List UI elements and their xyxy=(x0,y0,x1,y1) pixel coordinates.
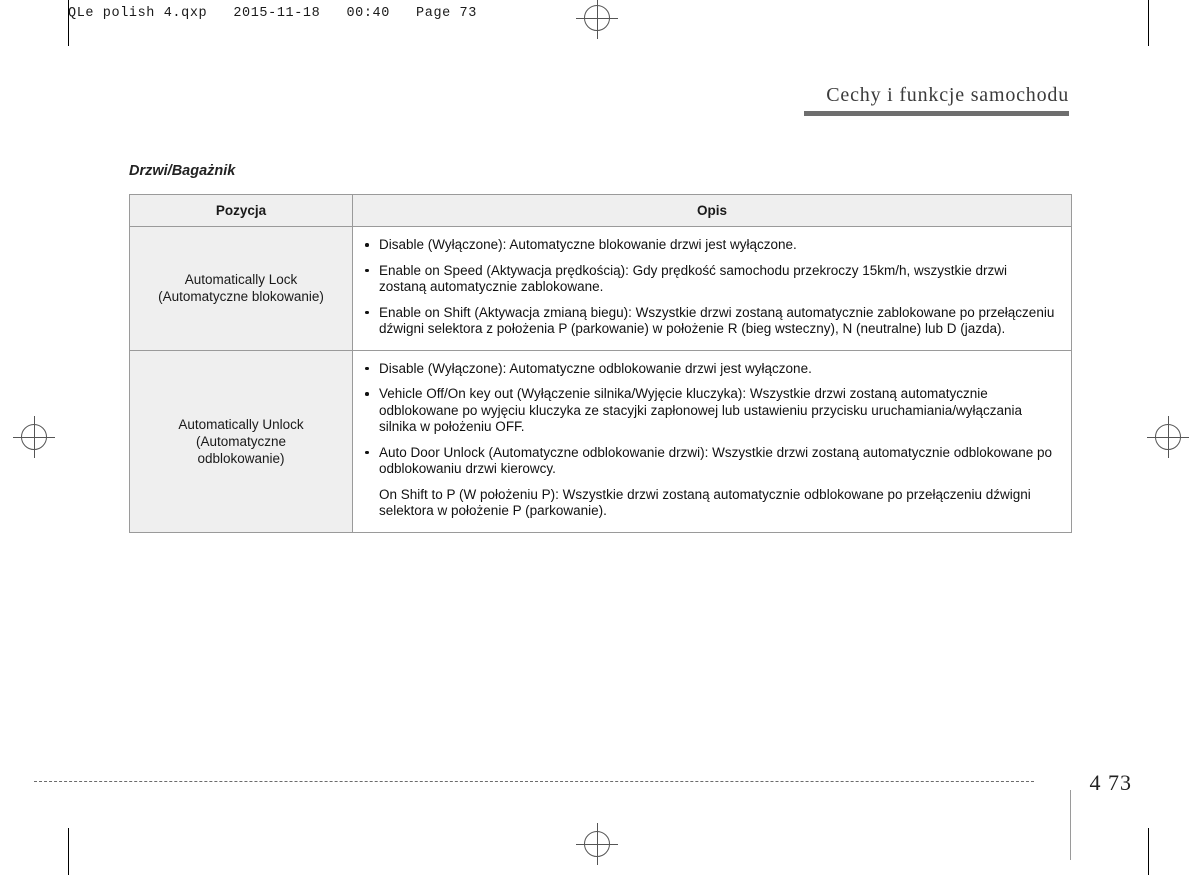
bullet-dot-icon xyxy=(365,311,369,315)
bullet-dot-icon xyxy=(365,367,369,371)
registration-mark-top xyxy=(584,5,610,31)
registration-mark-right xyxy=(1155,424,1181,450)
spec-table-wrapper xyxy=(129,194,1072,533)
column-header-item: Pozycja xyxy=(130,195,353,227)
bullet-dot-icon xyxy=(365,451,369,455)
table-body xyxy=(130,227,1072,533)
table-header-row xyxy=(130,195,1072,227)
row-item-line: odblokowanie) xyxy=(197,450,285,466)
list-item xyxy=(363,445,1057,478)
row-item-label xyxy=(130,350,353,532)
row-item-line: (Automatyczne xyxy=(195,433,287,449)
column-header-description: Opis xyxy=(353,195,1072,227)
running-head xyxy=(804,84,1069,116)
running-head-rule xyxy=(804,111,1069,116)
list-item-text: Disable (Wyłączone): Automatyczne odblokowanie drzwi jest wyłączone. xyxy=(379,360,812,376)
row-description xyxy=(353,350,1072,532)
row-description xyxy=(353,227,1072,351)
list-item xyxy=(363,237,1057,254)
prepress-slug: QLe polish 4.qxp 2015-11-18 00:40 Page 73 xyxy=(68,6,477,21)
list-item xyxy=(363,263,1057,296)
table-row xyxy=(130,350,1072,532)
row-item-line: (Automatyczne blokowanie) xyxy=(158,289,324,305)
page-number: 4 73 xyxy=(1089,770,1132,795)
list-item-text: Auto Door Unlock (Automatyczne odblokowanie drzwi): Wszystkie drzwi zostaną automatycznie odblokowane po odblokowaniu drzwi kierowcy. xyxy=(379,444,1053,476)
row-item-line: Automatically Lock xyxy=(184,272,298,288)
spec-table xyxy=(129,194,1072,533)
running-head-text: Cechy i funkcje samochodu xyxy=(826,84,1069,106)
table-head xyxy=(130,195,1072,227)
description-bullet-list xyxy=(363,361,1057,520)
list-item-text: Enable on Speed (Aktywacja prędkością): Gdy prędkość samochodu przekroczy 15km/h, wszystkie drzwi zostaną automatycznie zablokowane. xyxy=(379,262,1008,294)
bullet-dot-icon xyxy=(365,269,369,273)
footer-dashed-rule xyxy=(34,781,1034,782)
description-bullet-list xyxy=(363,237,1057,338)
list-item xyxy=(363,386,1057,436)
list-item-text: Disable (Wyłączone): Automatyczne blokowanie drzwi jest wyłączone. xyxy=(379,237,797,252)
list-item-text: Enable on Shift (Aktywacja zmianą biegu): Wszystkie drzwi zostaną automatycznie zablokowane po przełączeniu dźwigni selektora z położenia P (parkowanie) w położenie R (bieg wsteczny), N (neutralne) lub D (jazda). xyxy=(379,304,1055,336)
section-title: Drzwi/Bagażnik xyxy=(129,163,236,179)
crop-mark-bottom-left-vertical xyxy=(68,828,69,875)
list-item xyxy=(363,305,1057,338)
registration-mark-left xyxy=(21,424,47,450)
footer-vertical-rule xyxy=(1070,790,1071,860)
bullet-dot-icon xyxy=(365,243,369,247)
crop-mark-top-right-vertical xyxy=(1148,0,1149,46)
row-item-label xyxy=(130,227,353,351)
row-item-line: Automatically Unlock xyxy=(178,416,304,432)
bullet-dot-icon xyxy=(365,392,369,396)
list-item-text: On Shift to P (W położeniu P): Wszystkie drzwi zostaną automatycznie odblokowane po przełączeniu dźwigni selektora w położenie P (parkowanie). xyxy=(379,486,1031,518)
list-item-text: Vehicle Off/On key out (Wyłączenie silnika/Wyjęcie kluczyka): Wszystkie drzwi zostaną automatycznie odblokowane po wyjęciu kluczyka ze stacyjki zapłonowej lub ustawieniu przycisku uruchamiania/wyłączania silnika w położeniu OFF. xyxy=(379,386,1023,434)
table-row xyxy=(130,227,1072,351)
list-item xyxy=(363,361,1057,378)
list-item xyxy=(363,487,1057,520)
crop-mark-bottom-right-vertical xyxy=(1148,828,1149,875)
registration-mark-bottom xyxy=(584,831,610,857)
